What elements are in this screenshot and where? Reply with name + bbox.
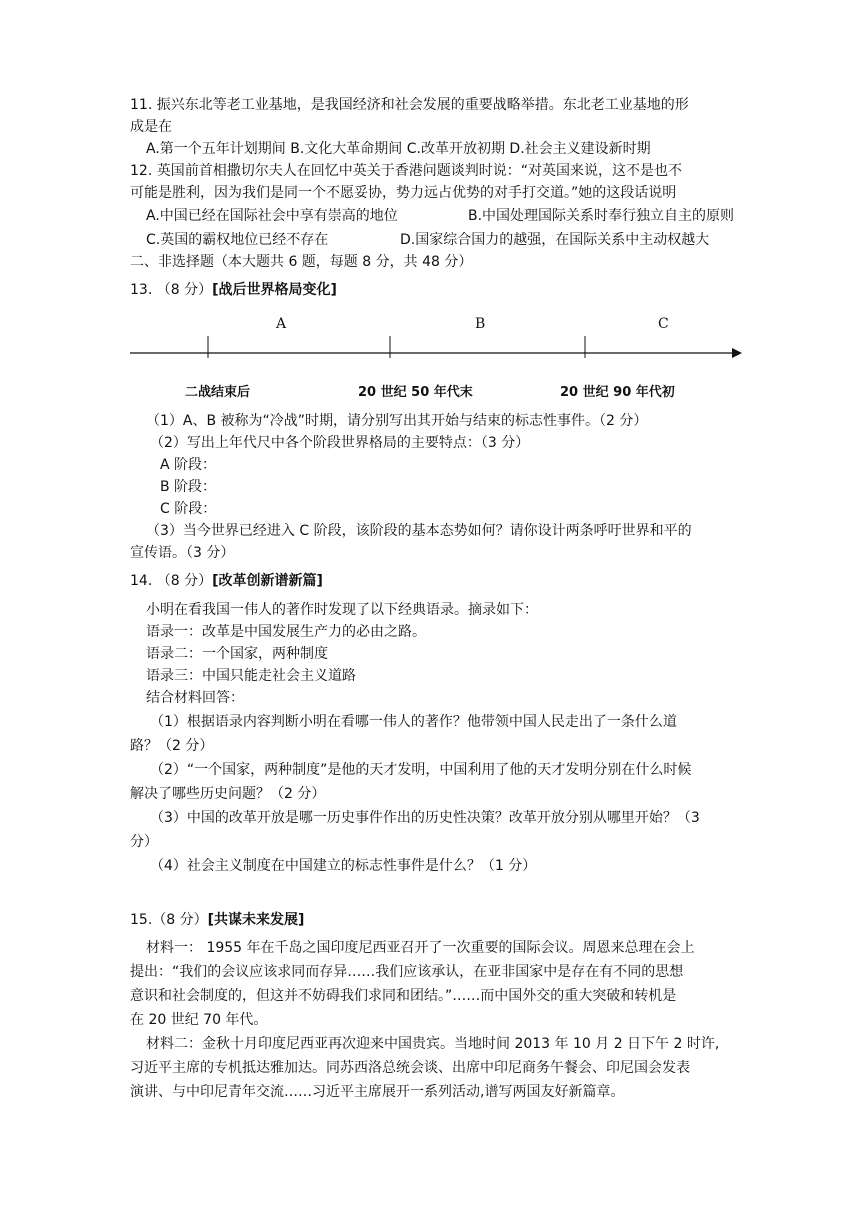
q13-a-stage: A 阶段： [160, 457, 217, 473]
timeline-point-3: 20 世纪 90 年代初 [560, 385, 675, 400]
section2-title: 二、非选择题（本大题共 6 题，每题 8 分，共 48 分） [130, 254, 473, 270]
q14-quote2: 语录二：一个国家，两种制度 [146, 646, 328, 662]
timeline-label-b: B [475, 316, 486, 332]
q13-b-stage: B 阶段： [160, 479, 217, 495]
q15-m1-line4: 在 20 世纪 70 年代。 [130, 1012, 268, 1028]
q13-p1: （1）A、B 被称为“冷战”时期，请分别写出其开始与结束的标志性事件。（2 分） [146, 413, 648, 429]
q14-instruction: 结合材料回答： [146, 690, 244, 706]
q13-header [130, 280, 337, 300]
q11-options: A.第一个五年计划期间 B.文化大革命期间 C.改革开放初期 D.社会主义建设新时期 [146, 141, 651, 157]
q14-p3-line1: （3）中国的改革开放是哪一历史事件作出的历史性决策？改革开放分别从哪里开始？（3 [150, 810, 700, 826]
q11-text-line1: 11. 振兴东北等老工业基地，是我国经济和社会发展的重要战略举措。东北老工业基地的形 [130, 97, 689, 113]
q14-intro: 小明在看我国一伟人的著作时发现了以下经典语录。摘录如下： [146, 602, 538, 618]
q14-header [130, 571, 323, 591]
q14-p4: （4）社会主义制度在中国建立的标志性事件是什么？（1 分） [150, 858, 537, 874]
q13-number: 13. （8 分） [130, 282, 213, 298]
q12-text-line2: 可能是胜利，因为我们是同一个不愿妥协，势力远占优势的对手打交道。”她的这段话说明 [130, 185, 677, 201]
q13-p3-line1: （3）当今世界已经进入 C 阶段，该阶段的基本态势如何？请你设计两条呼吁世界和平的 [146, 523, 692, 539]
q15-m2-line2: 习近平主席的专机抵达雅加达。同苏西洛总统会谈、出席中印尼商务午餐会、印尼国会发表 [130, 1060, 690, 1076]
q12-option-c: C.英国的霸权地位已经不存在 [146, 232, 329, 248]
q12-option-d: D.国家综合国力的越强，在国际关系中主动权越大 [400, 232, 710, 248]
timeline [130, 318, 750, 408]
q15-header [130, 910, 304, 930]
timeline-point-2: 20 世纪 50 年代末 [358, 385, 473, 400]
q14-p3-line2: 分） [130, 834, 158, 850]
q11-text-line2: 成是在 [130, 119, 172, 135]
timeline-arrow [732, 348, 742, 358]
q15-number: 15.（8 分） [130, 912, 208, 928]
timeline-label-c: C [658, 316, 669, 332]
q14-p2-line2: 解决了哪些历史问题？（2 分） [130, 786, 326, 802]
q15-m2-line3: 演讲、与中印尼青年交流……习近平主席展开一系列活动,谱写两国友好新篇章。 [130, 1084, 625, 1100]
q15-m2-line1: 材料二：金秋十月印度尼西亚再次迎来中国贵宾。当地时间 2013 年 10 月 2 日下午 2 时许, [146, 1036, 720, 1052]
q15-m1-line1: 材料一： 1955 年在千岛之国印度尼西亚召开了一次重要的国际会议。周恩来总理在会上 [146, 940, 695, 956]
q15-m1-line3: 意识和社会制度的，但这并不妨碍我们求同和团结。”……而中国外交的重大突破和转机是 [130, 988, 677, 1004]
q15-m1-line2: 提出：“我们的会议应该求同而存异……我们应该承认，在亚非国家中是存在有不同的思想 [130, 964, 684, 980]
q12-text-line1: 12. 英国前首相撒切尔夫人在回忆中英关于香港问题谈判时说：“对英国来说，这不是也不 [130, 163, 682, 179]
q12-option-a: A.中国已经在国际社会中享有崇高的地位 [146, 208, 398, 224]
q14-topic: [改革创新谱新篇] [212, 573, 323, 589]
q14-p1-line2: 路？（2 分） [130, 738, 214, 754]
timeline-label-a: A [276, 316, 287, 332]
q14-quote1: 语录一：改革是中国发展生产力的必由之路。 [146, 624, 426, 640]
q14-p1-line1: （1）根据语录内容判断小明在看哪一伟人的著作？他带领中国人民走出了一条什么道 [150, 714, 677, 730]
q14-p2-line1: （2）“一个国家，两种制度”是他的天才发明，中国利用了他的天才发明分别在什么时候 [150, 762, 692, 778]
q15-topic: [共谋未来发展] [207, 912, 305, 928]
q13-p2: （2）写出上年代尺中各个阶段世界格局的主要特点：（3 分） [150, 435, 530, 451]
q13-topic: [战后世界格局变化] [212, 282, 337, 298]
q14-number: 14. （8 分） [130, 573, 213, 589]
q12-option-b: B.中国处理国际关系时奉行独立自主的原则 [468, 208, 735, 224]
q13-c-stage: C 阶段： [160, 501, 217, 517]
timeline-axis [130, 318, 750, 368]
timeline-point-1: 二战结束后 [185, 385, 251, 400]
q14-quote3: 语录三：中国只能走社会主义道路 [146, 668, 356, 684]
q13-p3-line2: 宣传语。（3 分） [130, 545, 235, 561]
